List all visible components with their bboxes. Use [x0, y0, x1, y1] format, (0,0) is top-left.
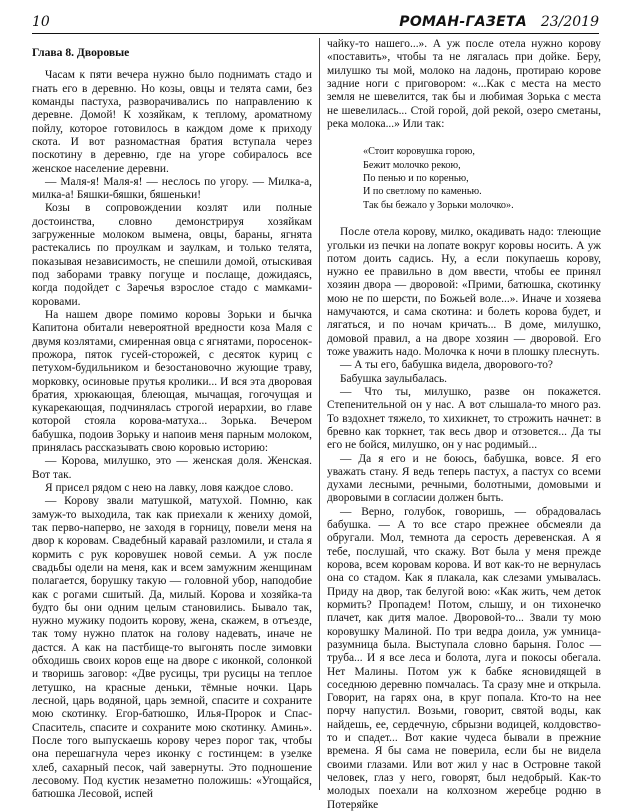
chapter-title: Глава 8. Дворовые [32, 46, 130, 59]
paragraph: — Что ты, милушко, разве он покажется. Степенительной он у нас. А вот слышала-то много раз. То вздохнет тяжело, то хихикнет, то строжить начнет: в бревно как торкнет, так весь двор и отзовется... Да ты его не бойся, милушко, он у нас родимый... [327, 385, 601, 452]
paragraph: После отела корову, милко, окадивать надо: тлеющие угольки из печки на лопате вокруг коровы носить. А уж потом доить садись. Ну, а если покупаешь корову, нужно ее правильно в дом ввести, чтобы ее принял хозяин двора — дворовой: «Прими, батюшка, скотинку мою не по шерсти, по Божьей воле...». Иначе и хозяева намучаются, и сама скотина: и болеть корова будет, и лягаться, и по ночам кричать... В доме, милушко, домовой правил, а на дворе хозяин — дворовой. Его тоже уважить надо. Молочка к ночи в плошку плеснуть. [327, 226, 601, 359]
paragraph: — Маля-я! Маля-я! — неслось по угору. — Милка-а, милка-а! Бяшки-бяшки, бяшеньки! [32, 175, 312, 202]
paragraph: — Да я его и не боюсь, бабушка, вовсе. Я его уважать стану. Я ведь теперь пастух, а пастух со всеми духами лесными, речными, болотными, домовыми и дворовыми в согласии должен быть. [327, 452, 601, 505]
column-divider [319, 38, 320, 790]
magazine-title: РОМАН-ГАЗЕТА [399, 14, 527, 30]
paragraph: — Верно, голубок, говоришь, — обрадовалась бабушка. — А то все старо прежнее обсмеяли да обругали. Мол, темнота да серость деревенская. А я тебе, послушай, что скажу. Вот была у меня прежде корова, всем коровам корова. И вот как-то не вернулась она со стадом. Как я плакала, как слезами умывалась. Приду на двор, так белугой вою: «Как жить, чем деток кормить? Пропадем! Потом, слышу, и он тихонечко плачет, как дитя малое. Дворовой-то... Звали ту мою коровушку Малиной. По три ведра доила, уж умница-разумница была. Выступала словно барыня. Голос — труба... И я все леса и болота, луга и покосы обегала. Нет Малины. Потом уж к бабке ясновидящей в соседнюю деревню помчалась. Та сразу мне и открыла. Говорит, на гарях она, в круг попала. Кто-то на нее порчу напустил. Возьми, говорит, святой воды, как найдешь, ее, сердечную, сбрызни водицей, колдовство-то и спадет... Вот какие чудеса бывали в прежние времена. Я бы сама не поверила, если бы не видела своими глазами. Или вот жил у нас в Островне такой человек, глаз у него, говорят, был недобрый. Как-то молодых поехали на колхозном жеребце родню в Потеряйке [327, 505, 601, 811]
right-column [327, 38, 601, 812]
paragraph: Я присел рядом с нею на лавку, ловя каждое слово. [45, 482, 294, 494]
poem-line: «Стоит коровушка горою, [363, 146, 475, 158]
paragraph: — А ты его, бабушка видела, дворового-то? [340, 359, 553, 372]
header-rule [32, 33, 599, 34]
paragraph: — Корову звали матушкой, матухой. Помню, как замуж-то выходила, так как приехали к жениху домой, так перво-наперво, не заходя в горницу, повели меня на двор к коровам. Свадебный каравай разломили, и стала я кормить с рук коровушек новой семьи. А уж после свадьбы одели на меня, как и всем замужним женщинам полагается, борушку такую — головной убор, наподобие как с рогами сшитый. Да, милый. Корова и хозяйка-та будто бы они одним целым становились. Бывало так, нужно мужику подоить корову, жена, скажем, в отъезде, так тому нужно платок на голову надевать, иначе не дастся. А как на пастбище-то выгонять после зимовки обходишь своих коров еще на дворе с иконкой, солонкой и творишь заговор: «Две русицы, три русицы на теплое летушко, на красные деньки, тёмные ночки. Царь лесной, царь водяной, царь земной, спасите и сохраните мою скотинку. Егор-батюшко, Илья-Пророк и Спас-Спаситель, спасите и сохраните мою скотинку. Аминь». После того выпускаешь корову через порог так, чтобы она перешагнула через иконку с гостинцем: в узелке хлеб, сахарный песок, чай завернуты. Это подношение лесовому. Под кустик незаметно положишь: «Угощайся, батюшка Лесовой, испей [32, 495, 312, 801]
paragraph: чайку-то нашего...». А уж после отела нужно корову «поставить», чтобы та не лягалась при дойке. Беру, милушко ты мой, молоко на ладонь, протираю корове задние ноги с приговором: «...Как с места на место земля не шевелится, так бы и любимая Зорька с места не шевелилась... Стой горой, дой рекой, озеро сметаны, река молока...» Или так: [327, 38, 601, 130]
poem-line: Бежит молочко рекою, [363, 159, 461, 171]
left-column [32, 40, 312, 802]
poem-line: И по светлому по каменью. [363, 186, 482, 198]
paragraph: — Корова, милушко, это — женская доля. Женская. Вот так. [32, 455, 312, 481]
page-number: 10 [32, 14, 50, 30]
poem [363, 145, 601, 212]
poem-line: Так бы бежало у Зорьки молочко». [363, 199, 514, 211]
paragraph: Козы в сопровождении козлят или полные достоинства, словно демонстрируя хозяйкам загруженные молоком вымена, овцы, бараны, ягнята растекались по проулкам и заулкам, и только телята, показывая независимость, не спешили домой, отыскивая под заборами травку погуще и послаще, дожидаясь, когда подойдет с Заречья взрослое стадо с мамками-коровами. [32, 202, 312, 308]
page-header [32, 12, 599, 34]
paragraph: Часам к пяти вечера нужно было поднимать стадо и гнать его в деревню. Но козы, овцы и телята сами, без команды пастуха, разворачивались по направлению к деревне. Домой! К хозяйкам, к теплому, ароматному пойлу, которое готовилось в каждом доме к приходу скота. И вот разномастная братия вступала через поскотину в деревню, где на угоре собиралось все женское население деревни. [32, 69, 312, 175]
paragraph: На нашем дворе помимо коровы Зорьки и бычка Капитона обитали невероятной вредности коза Маля с двумя козлятами, смиренная овца с ягнятами, поросенок-прожора, пяток гусей-сторожей, с десяток куриц с петухом-будильником и безостановочно жующие траву, морковку, осиновые прутья кролики... И вся эта дворовая братия, хрюкающая, блеющая, мычащая, гогочущая и кукарекающая, подчинялась строгой иерархии, во главе которой стояла корова-матуха... Зорька. Вечером бабушка, подоив Зорьку и напоив меня парным молоком, принялась рассказывать свою коровью историю: [32, 308, 312, 455]
issue-number: 23/2019 [540, 14, 599, 30]
poem-line: По пенью и по коренью, [363, 173, 469, 184]
paragraph: Бабушка заулыбалась. [340, 372, 447, 385]
